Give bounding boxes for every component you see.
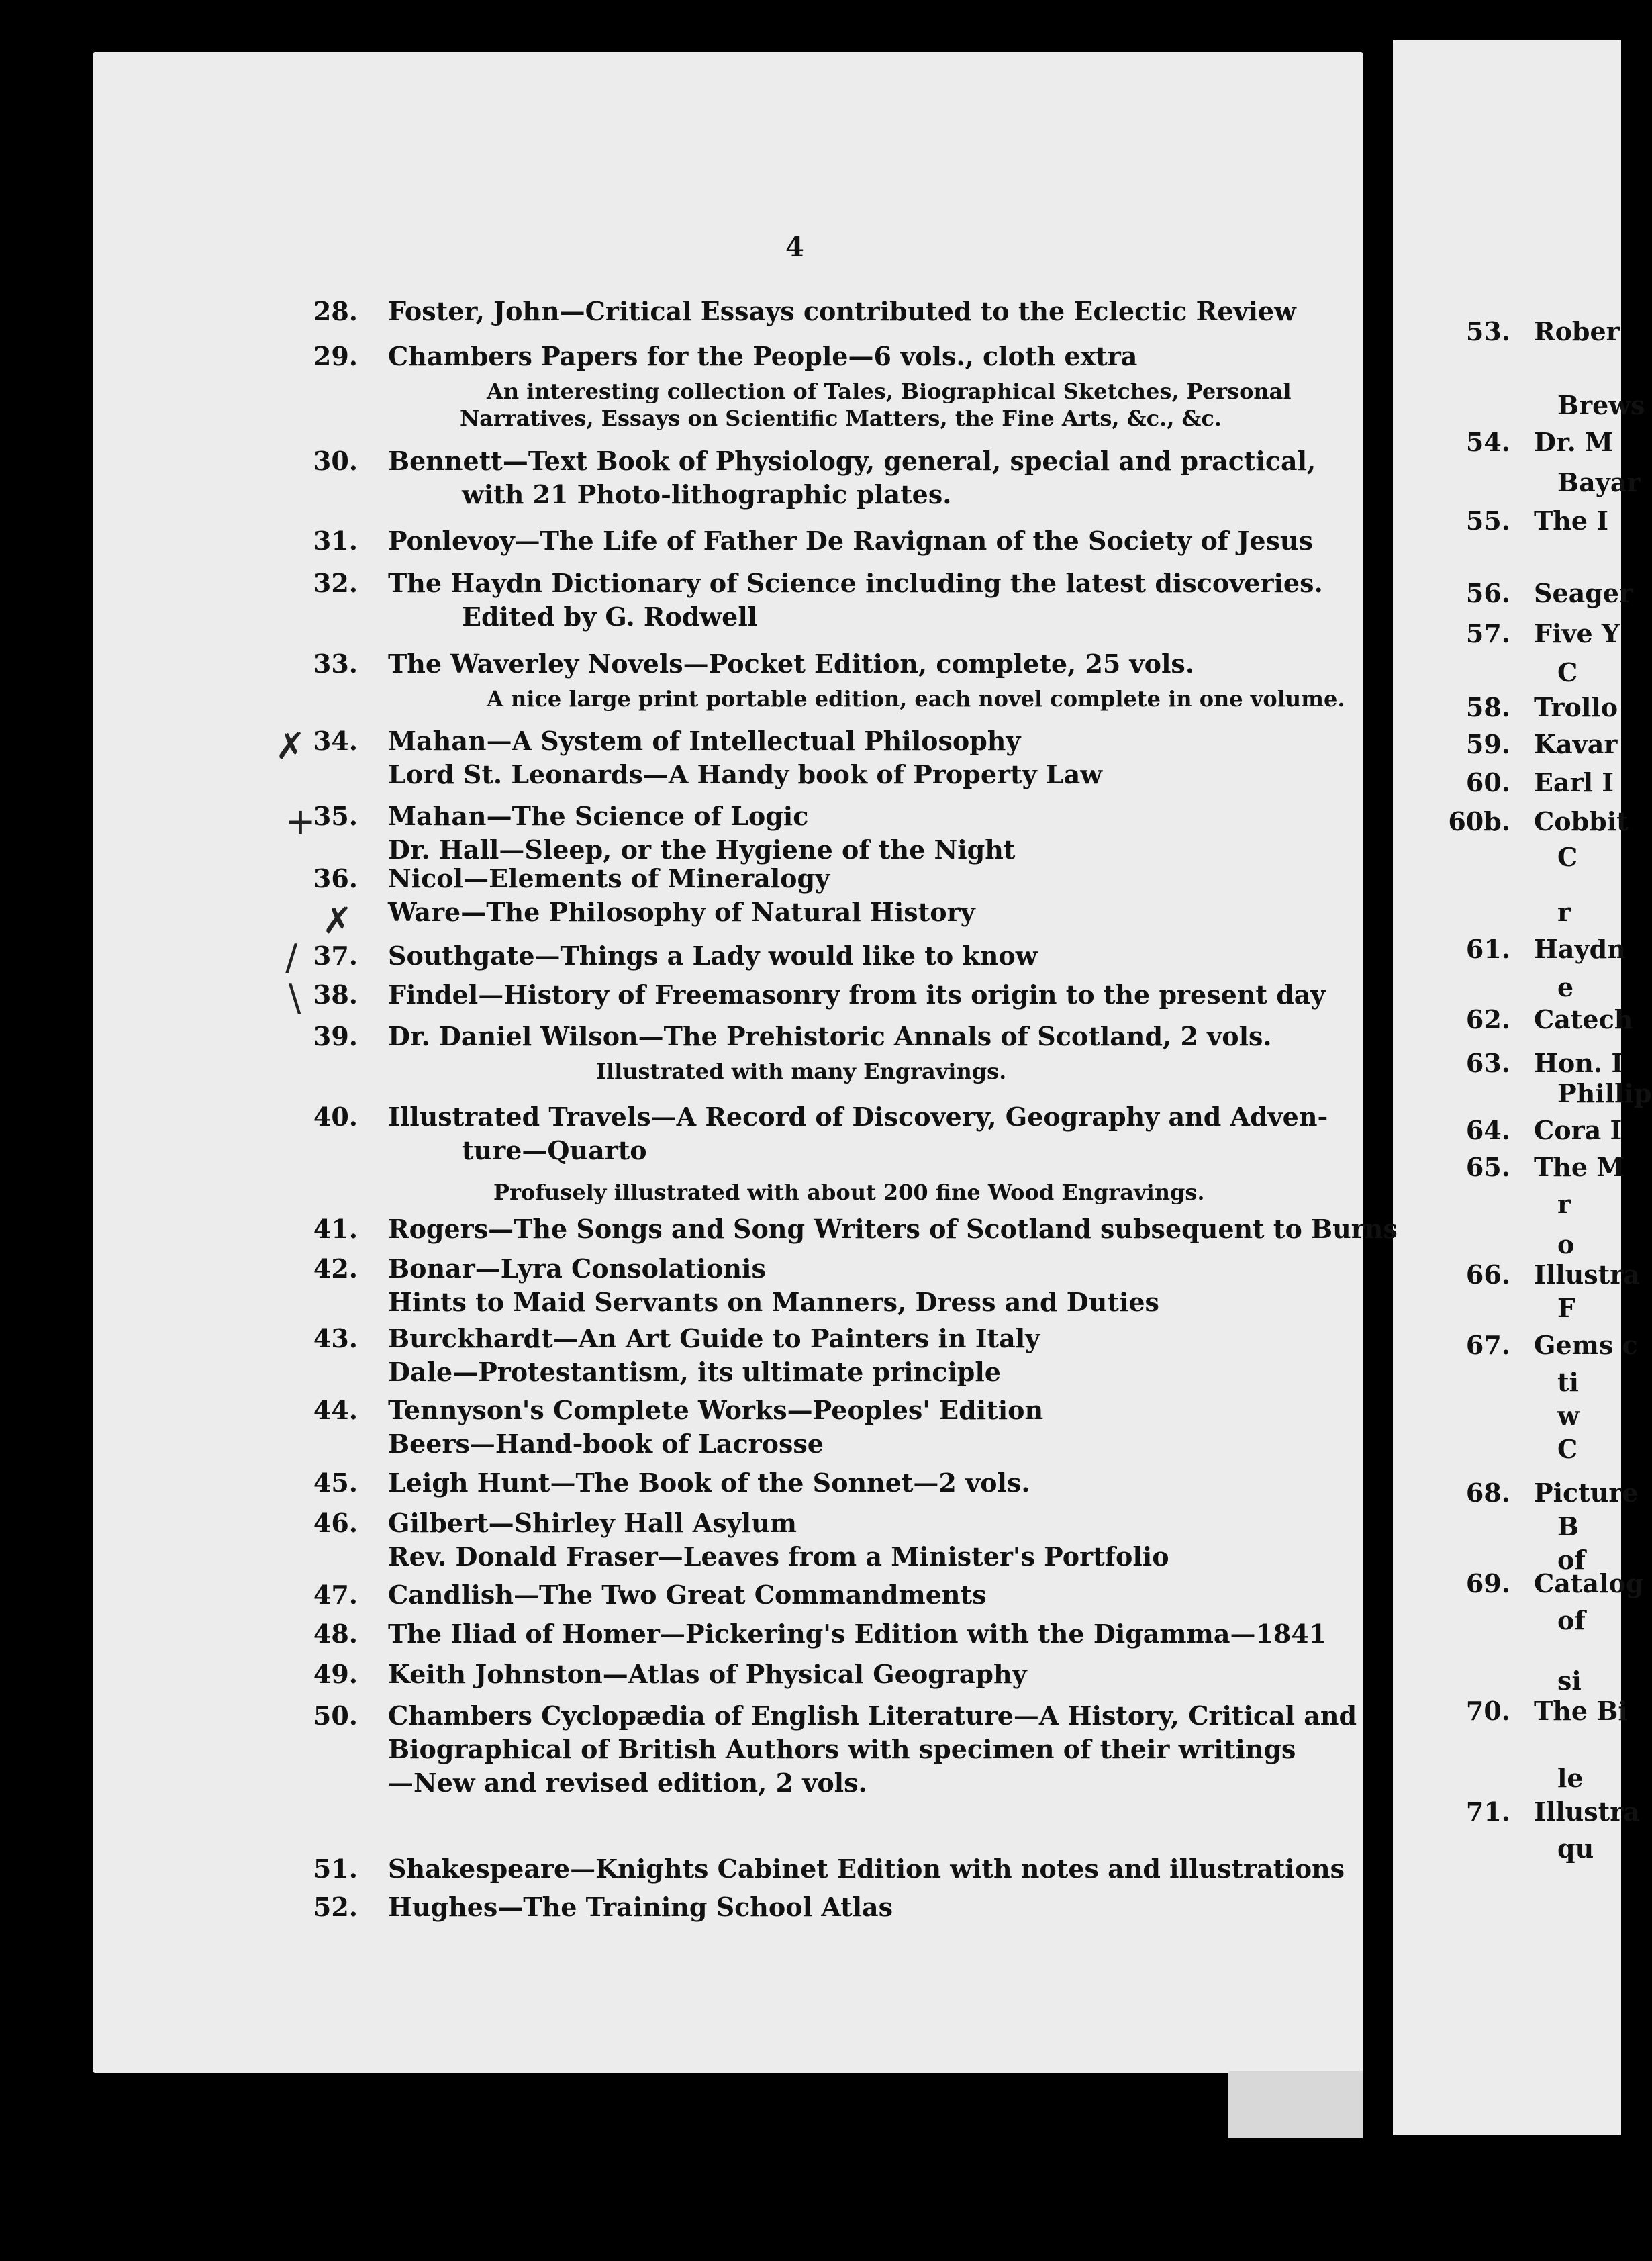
right-entry-number: 70. <box>1465 1696 1510 1726</box>
entry-number: 43. <box>313 1323 358 1353</box>
right-entry-number: 60. <box>1465 767 1510 798</box>
entry-number: 42. <box>313 1253 358 1284</box>
entry-line: Burckhardt—An Art Guide to Painters in Italy <box>388 1323 1040 1353</box>
entry-line: The Iliad of Homer—Pickering's Edition with the Digamma—1841 <box>388 1619 1327 1649</box>
entry-number: 33. <box>313 648 358 679</box>
page-number: 4 <box>785 232 804 263</box>
right-entry-text: C <box>1557 1434 1578 1464</box>
entry-note: Narratives, Essays on Scientific Matters, the Fine Arts, &c., &c. <box>460 405 1222 431</box>
right-entry-text: si <box>1557 1666 1582 1696</box>
entry-number: 35. <box>313 801 358 831</box>
entry-number: 36. <box>313 863 358 894</box>
right-entry-text: Catalog <box>1534 1568 1644 1598</box>
right-entry-number: 63. <box>1465 1048 1510 1078</box>
entry-line: The Haydn Dictionary of Science including the latest discoveries. <box>388 568 1323 598</box>
right-entry-number: 67. <box>1465 1330 1510 1360</box>
entry-line: Dale—Protestantism, its ultimate principle <box>388 1357 1001 1387</box>
entry-line: Ware—The Philosophy of Natural History <box>388 897 975 927</box>
entry-line: Bonar—Lyra Consolationis <box>388 1253 766 1284</box>
right-entry-number: 62. <box>1465 1004 1510 1035</box>
right-entry-number: 57. <box>1465 618 1510 648</box>
right-entry-text: Gems c <box>1534 1330 1638 1360</box>
right-entry-text: The Bi <box>1534 1696 1628 1726</box>
entry-line: —New and revised edition, 2 vols. <box>388 1768 867 1798</box>
entry-number: 48. <box>313 1619 358 1649</box>
right-entry-text: of <box>1557 1545 1586 1575</box>
page-tab <box>1228 2071 1363 2138</box>
right-entry-number: 58. <box>1465 692 1510 722</box>
right-entry-text: Picture <box>1534 1478 1639 1508</box>
entry-line: with 21 Photo-lithographic plates. <box>462 479 952 510</box>
right-entry-number: 56. <box>1465 578 1510 608</box>
right-entry-number: 64. <box>1465 1115 1510 1145</box>
entry-line: Rev. Donald Fraser—Leaves from a Minister's Portfolio <box>388 1541 1169 1572</box>
right-entry-text: Bayar <box>1557 467 1641 497</box>
right-entry-number: 60b. <box>1448 806 1510 836</box>
entry-line: Dr. Daniel Wilson—The Prehistoric Annals of Scotland, 2 vols. <box>388 1021 1272 1051</box>
right-entry-text: Five Y <box>1534 618 1620 648</box>
entry-line: Leigh Hunt—The Book of the Sonnet—2 vols. <box>388 1468 1030 1498</box>
entry-number: 49. <box>313 1659 358 1689</box>
entry-line: Illustrated Travels—A Record of Discovery, Geography and Adven- <box>388 1102 1328 1132</box>
entry-note: Illustrated with many Engravings. <box>596 1059 1007 1084</box>
right-entry-text: Cobbit <box>1534 806 1629 836</box>
right-entry-text: Trollo <box>1534 692 1618 722</box>
right-entry-text: ti <box>1557 1367 1579 1397</box>
entry-line: Bennett—Text Book of Physiology, general, special and practical, <box>388 446 1316 476</box>
entry-line: Ponlevoy—The Life of Father De Ravignan of the Society of Jesus <box>388 526 1313 556</box>
entry-number: 40. <box>313 1102 358 1132</box>
right-entry-text: Cora I <box>1534 1115 1622 1145</box>
right-entry-text: Illustra <box>1534 1259 1640 1290</box>
right-entry-text: Seager <box>1534 578 1633 608</box>
right-entry-text: Hon. I <box>1534 1048 1624 1078</box>
right-entry-text: The I <box>1534 506 1609 536</box>
entry-line: Dr. Hall—Sleep, or the Hygiene of the Night <box>388 834 1016 865</box>
right-entry-text: Earl I <box>1534 767 1614 798</box>
right-entry-text: Illustra <box>1534 1796 1640 1827</box>
entry-line: Gilbert—Shirley Hall Asylum <box>388 1508 797 1538</box>
entry-line: Tennyson's Complete Works—Peoples' Edition <box>388 1395 1044 1425</box>
right-entry-number: 68. <box>1465 1478 1510 1508</box>
entry-line: Mahan—The Science of Logic <box>388 801 809 831</box>
entry-line: Chambers Cyclopædia of English Literature—A History, Critical and <box>388 1700 1357 1731</box>
right-entry-number: 61. <box>1465 934 1510 964</box>
right-entry-text: w <box>1557 1400 1580 1431</box>
right-entry-text: of <box>1557 1605 1586 1635</box>
entry-number: 45. <box>313 1468 358 1498</box>
entry-number: 51. <box>313 1854 358 1884</box>
margin-mark: + <box>285 800 316 843</box>
entry-number: 34. <box>313 726 358 756</box>
margin-mark: / <box>285 936 298 979</box>
right-entry-number: 53. <box>1465 316 1510 346</box>
entry-note: An interesting collection of Tales, Biographical Sketches, Personal <box>487 379 1292 404</box>
entry-number: 46. <box>313 1508 358 1538</box>
entry-note: A nice large print portable edition, each novel complete in one volume. <box>487 686 1345 712</box>
right-entry-number: 66. <box>1465 1259 1510 1290</box>
right-entry-number: 65. <box>1465 1152 1510 1182</box>
entry-line: Biographical of British Authors with specimen of their writings <box>388 1734 1296 1764</box>
entry-number: 39. <box>313 1021 358 1051</box>
entry-line: Nicol—Elements of Mineralogy <box>388 863 830 894</box>
right-entry-text: qu <box>1557 1833 1594 1864</box>
entry-line: Foster, John—Critical Essays contributed to the Eclectic Review <box>388 296 1296 326</box>
right-entry-text: r <box>1557 1189 1571 1219</box>
entry-line: Keith Johnston—Atlas of Physical Geography <box>388 1659 1027 1689</box>
right-entry-text: C <box>1557 657 1578 687</box>
entry-line: Chambers Papers for the People—6 vols., cloth extra <box>388 341 1138 371</box>
right-entry-text: Brews <box>1557 390 1645 420</box>
right-entry-text: le <box>1557 1763 1584 1793</box>
entry-line: Edited by G. Rodwell <box>462 602 758 632</box>
entry-note: Profusely illustrated with about 200 fine Wood Engravings. <box>493 1180 1205 1205</box>
entry-line: Rogers—The Songs and Song Writers of Scotland subsequent to Burns <box>388 1214 1398 1244</box>
right-entry-text: The M <box>1534 1152 1625 1182</box>
margin-mark: \ <box>289 977 301 1019</box>
right-entry-text: C <box>1557 842 1578 872</box>
right-entry-number: 55. <box>1465 506 1510 536</box>
entry-line: Hints to Maid Servants on Manners, Dress and Duties <box>388 1287 1159 1317</box>
entry-number: 31. <box>313 526 358 556</box>
entry-number: 47. <box>313 1580 358 1610</box>
entry-line: Candlish—The Two Great Commandments <box>388 1580 987 1610</box>
entry-number: 28. <box>313 296 358 326</box>
entry-number: 50. <box>313 1700 358 1731</box>
margin-mark: ✗ <box>322 900 353 942</box>
right-entry-text: r <box>1557 897 1571 927</box>
right-entry-number: 54. <box>1465 427 1510 457</box>
entry-number: 44. <box>313 1395 358 1425</box>
right-entry-text: Rober <box>1534 316 1620 346</box>
right-entry-text: B <box>1557 1511 1580 1541</box>
entry-number: 29. <box>313 341 358 371</box>
right-entry-text: Phillip <box>1557 1078 1652 1108</box>
entry-line: Beers—Hand-book of Lacrosse <box>388 1429 824 1459</box>
entry-line: Shakespeare—Knights Cabinet Edition with notes and illustrations <box>388 1854 1345 1884</box>
entry-number: 30. <box>313 446 358 476</box>
entry-line: Mahan—A System of Intellectual Philosophy <box>388 726 1021 756</box>
entry-line: The Waverley Novels—Pocket Edition, complete, 25 vols. <box>388 648 1195 679</box>
right-entry-number: 71. <box>1465 1796 1510 1827</box>
entry-line: Findel—History of Freemasonry from its origin to the present day <box>388 979 1326 1010</box>
right-entry-text: o <box>1557 1229 1575 1259</box>
right-entry-text: Haydn <box>1534 934 1626 964</box>
entry-number: 32. <box>313 568 358 598</box>
entry-line: Southgate—Things a Lady would like to know <box>388 941 1038 971</box>
right-entry-text: F <box>1557 1293 1575 1323</box>
right-entry-number: 69. <box>1465 1568 1510 1598</box>
entry-number: 37. <box>313 941 358 971</box>
margin-mark: ✗ <box>275 725 306 767</box>
entry-line: Hughes—The Training School Atlas <box>388 1892 893 1922</box>
entry-line: ture—Quarto <box>462 1135 647 1165</box>
right-entry-text: Dr. M <box>1534 427 1614 457</box>
right-entry-text: Kavar <box>1534 729 1618 759</box>
right-entry-text: Catech <box>1534 1004 1633 1035</box>
entry-line: Lord St. Leonards—A Handy book of Property Law <box>388 759 1102 789</box>
right-entry-text: e <box>1557 972 1574 1002</box>
entry-number: 38. <box>313 979 358 1010</box>
entry-number: 52. <box>313 1892 358 1922</box>
right-entry-number: 59. <box>1465 729 1510 759</box>
entry-number: 41. <box>313 1214 358 1244</box>
